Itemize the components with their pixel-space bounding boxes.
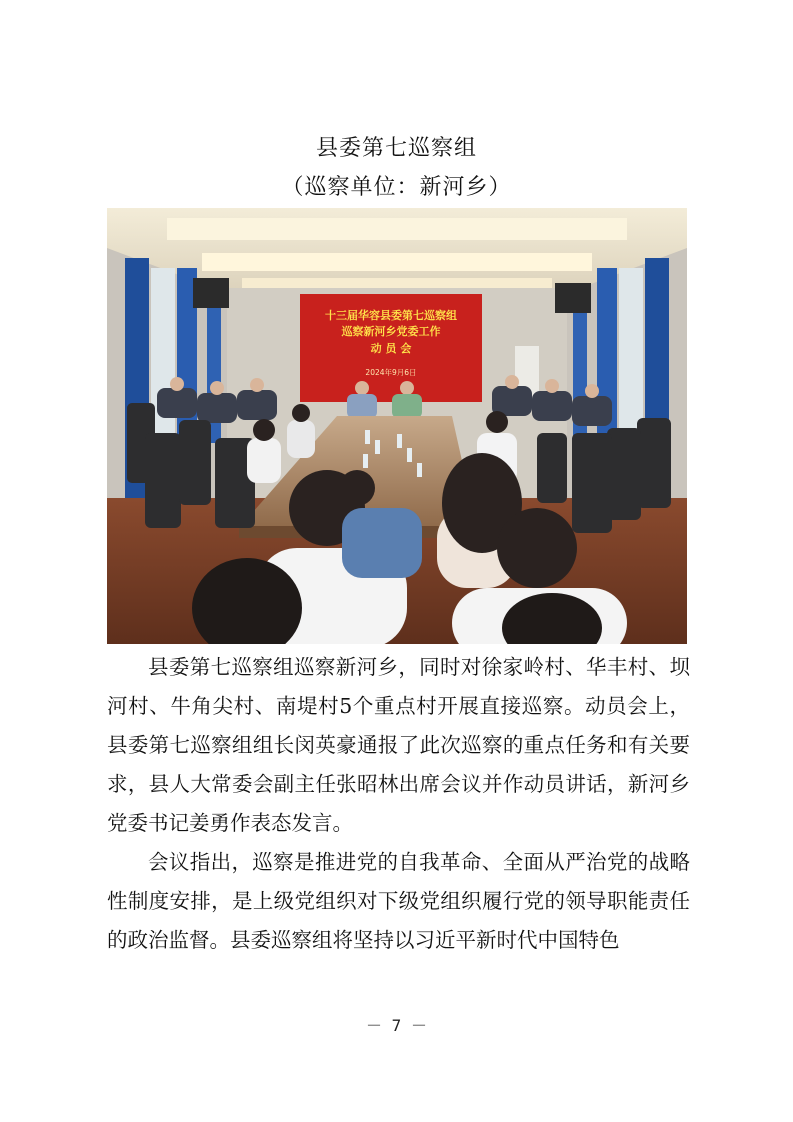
paragraph-1: 县委第七巡察组巡察新河乡，同时对徐家岭村、华丰村、坝河村、牛角尖村、南堤村5个重点村开展直接巡察。动员会上，县委第七巡察组组长闵英豪通报了此次巡察的重点任务和有关要求，县人大常委会副主任张昭林出席会议并作动员讲话，新河乡党委书记姜勇作表态发言。 <box>107 655 690 835</box>
banner-line-2: 巡察新河乡党委工作 <box>341 325 441 338</box>
page-number: － 7 － <box>366 1016 427 1035</box>
meeting-photo <box>107 208 687 644</box>
paragraph-2: 会议指出，巡察是推进党的自我革命、全面从严治党的战略性制度安排，是上级党组织对下级党组织履行党的领导职能责任的政治监督。县委巡察组将坚持以习近平新时代中国特色 <box>107 850 690 952</box>
document-subtitle: （巡察单位：新河乡） <box>281 175 512 200</box>
body-text <box>107 648 690 960</box>
banner-date: 2024年9月6日 <box>365 368 417 377</box>
document-title: 县委第七巡察组 <box>315 136 477 161</box>
banner-line-3: 动 员 会 <box>370 342 412 355</box>
banner-line-1: 十三届华容县委第七巡察组 <box>325 309 457 322</box>
